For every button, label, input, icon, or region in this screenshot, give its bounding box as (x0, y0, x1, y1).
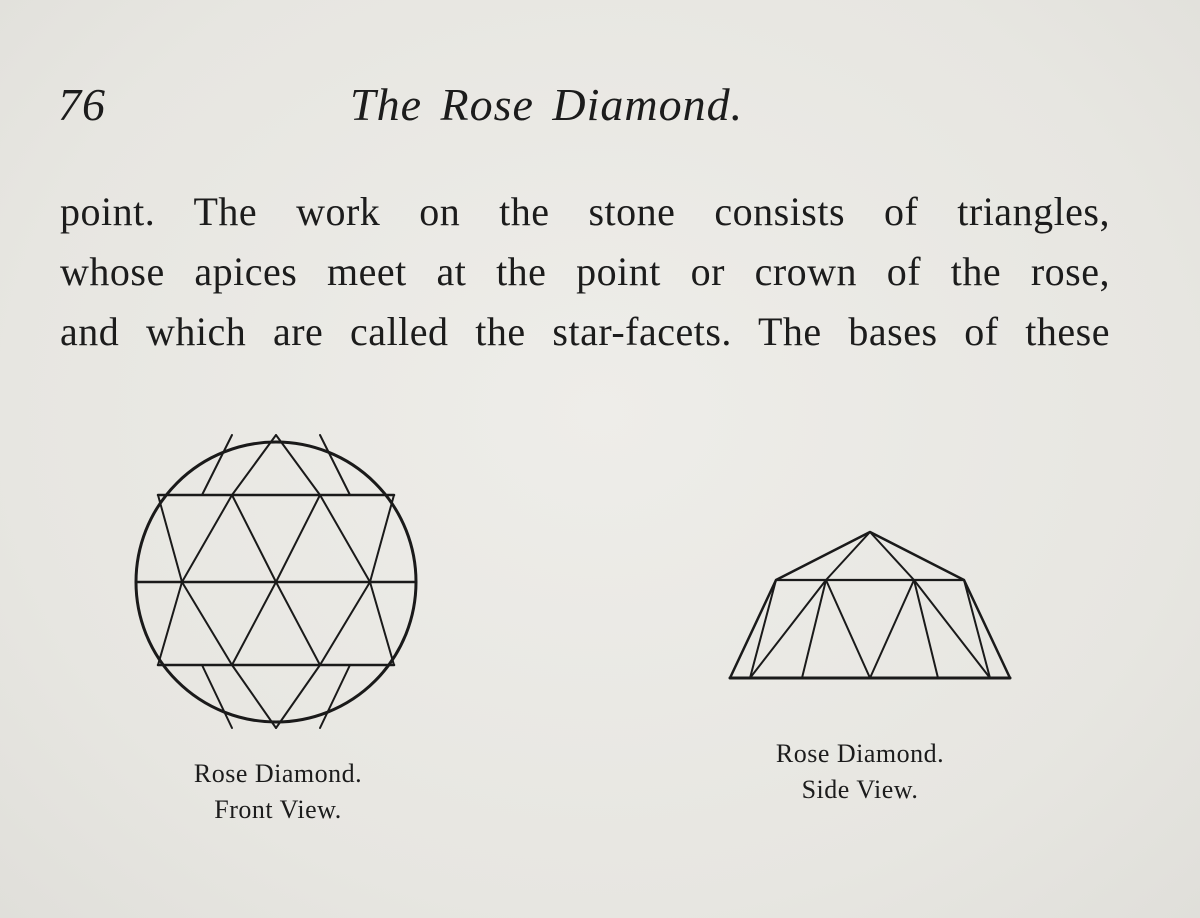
rose-diamond-side-view-figure (726, 528, 1014, 684)
running-title: The Rose Diamond. (350, 79, 744, 130)
rose-diamond-side-view-drawing (726, 528, 1014, 684)
rose-diamond-front-view-figure (132, 432, 420, 732)
body-line-3: and which are called the star-facets. The bases of these (60, 309, 1110, 354)
front-caption-line-2: Front View. (214, 795, 342, 824)
rose-diamond-front-view-drawing (132, 432, 420, 732)
side-view-caption (730, 736, 990, 808)
body-paragraph (60, 182, 1110, 362)
page-number: 76 (58, 79, 106, 130)
side-caption-line-2: Side View. (801, 775, 919, 804)
side-caption-line-1: Rose Diamond. (775, 739, 945, 768)
body-line-1: point. The work on the stone consists of triangles, (60, 189, 1110, 234)
front-caption-line-1: Rose Diamond. (193, 759, 363, 788)
page-header (58, 78, 1118, 138)
body-line-2: whose apices meet at the point or crown of the rose, (60, 249, 1110, 294)
front-view-caption (148, 756, 408, 828)
